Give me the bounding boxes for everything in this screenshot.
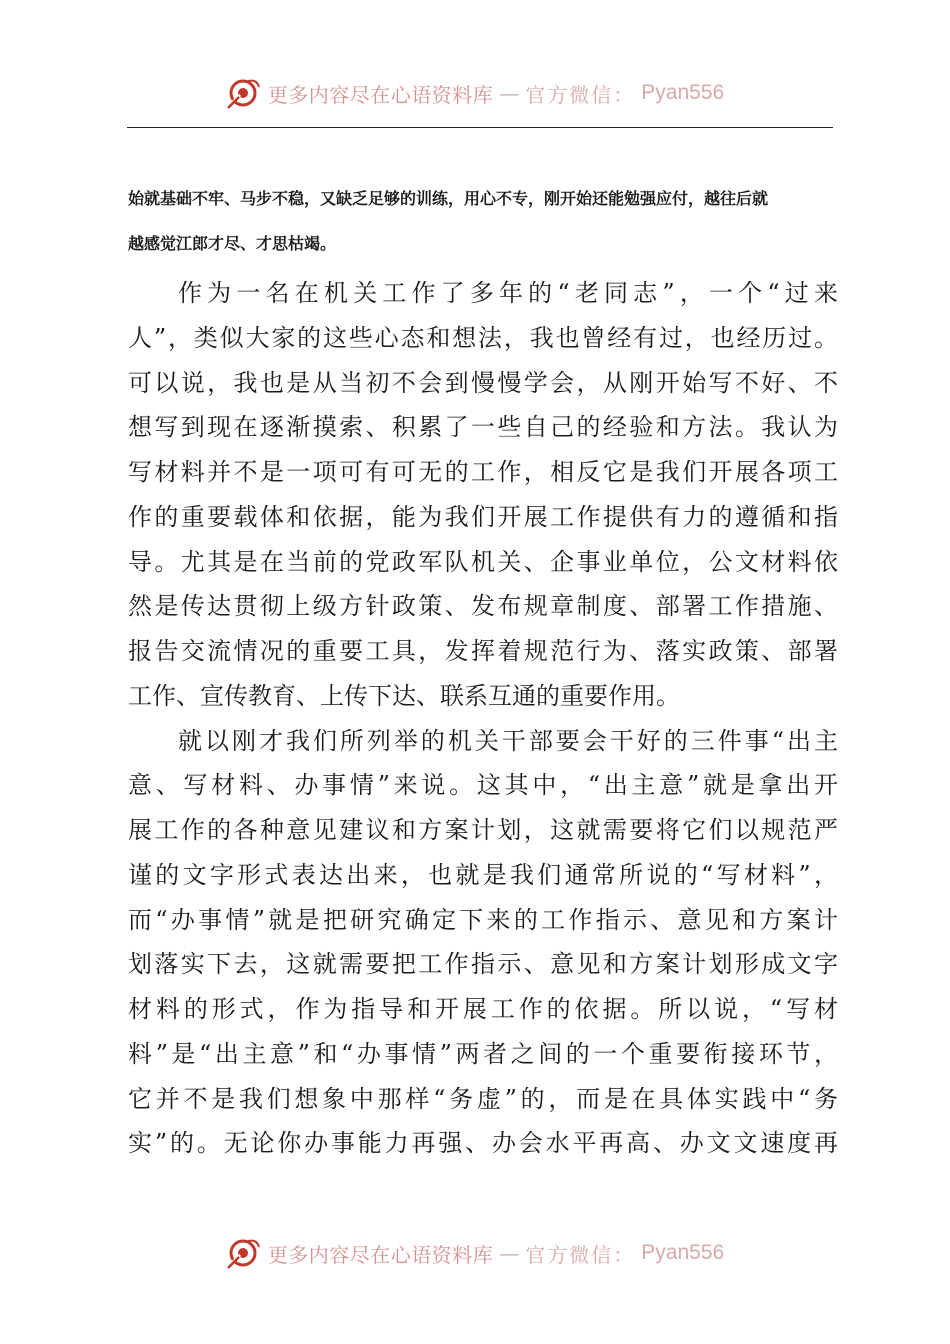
paragraph-line: 展工作的各种意见建议和方案计划，这就需要将它们以规范严: [128, 816, 838, 844]
paragraph-line: 可以说，我也是从当初不会到慢慢学会，从刚开始写不好、不: [128, 368, 838, 397]
paragraph-line: 人”，类似大家的这些心态和想法，我也曾经有过，也经历过。: [128, 323, 838, 352]
paragraph-line: 谨的文字形式表达出来，也就是我们通常所说的“写材料”，: [128, 860, 838, 889]
carry-over-text: [128, 190, 836, 255]
footer-contact-label: 官方微信：: [525, 1242, 636, 1267]
paragraph-line: 材料的形式，作为指导和开展工作的依据。所以说，“写材: [128, 995, 838, 1023]
paragraph-line: 工作、宣传教育、上传下达、联系互通的重要作用。: [128, 681, 680, 710]
header-rule: [127, 127, 833, 128]
paragraph-line: 料”是“出主意”和“办事情”两者之间的一个重要衔接环节，: [128, 1039, 838, 1068]
paragraph-line: 划落实下去，这就需要把工作指示、意见和方案计划形成文字: [128, 950, 838, 979]
header-separator: —: [499, 81, 520, 105]
body-text: [128, 271, 838, 1166]
paragraph-line: 然是传达贯彻上级方针政策、发布规章制度、部署工作措施、: [128, 592, 838, 621]
paragraph-2: [128, 719, 838, 1167]
header-banner-inner: [226, 75, 724, 111]
paragraph-line: 作为一名在机关工作了多年的“老同志”，一个“过来: [178, 279, 838, 307]
footer-brand-text: 更多内容尽在心语资料库: [267, 1242, 494, 1267]
paragraph-line: 就以刚才我们所列举的机关干部要会干好的三件事“出主: [178, 726, 838, 755]
paragraph-line: 实”的。无论你办事能力再强、办会水平再高、办文文速度再: [128, 1129, 838, 1158]
header-contact-label: 官方微信：: [525, 82, 636, 107]
paragraph-line: 想写到现在逐渐摸索、积累了一些自己的经验和方法。我认为: [128, 413, 838, 442]
footer-contact-id: Pyan556: [641, 1241, 725, 1264]
carry-over-line: 始就基础不牢、马步不稳，又缺乏足够的训练，用心不专，刚开始还能勉强应付，越往后就: [128, 191, 769, 208]
brand-logo-icon: [226, 1235, 262, 1271]
carry-over-line: 越感觉江郎才尽、才思枯竭。: [128, 236, 337, 253]
footer-banner-inner: [226, 1235, 724, 1271]
paragraph-line: 报告交流情况的重要工具，发挥着规范行为、落实政策、部署: [128, 637, 838, 665]
header-contact-id: Pyan556: [641, 81, 725, 104]
brand-logo-icon: [226, 75, 262, 111]
paragraph-line: 导。尤其是在当前的党政军队机关、企事业单位，公文材料依: [128, 547, 838, 576]
paragraph-line: 意、写材料、办事情”来说。这其中，“出主意”就是拿出开: [128, 771, 838, 800]
footer-separator: —: [499, 1241, 520, 1265]
paragraph-line: 写材料并不是一项可有可无的工作，相反它是我们开展各项工: [128, 458, 838, 486]
footer-banner: [0, 1233, 950, 1273]
header-brand-text: 更多内容尽在心语资料库: [267, 82, 494, 107]
paragraph-line: 作的重要载体和依据，能为我们开展工作提供有力的遵循和指: [128, 502, 838, 531]
paragraph-line: 而“办事情”就是把研究确定下来的工作指示、意见和方案计: [128, 905, 838, 934]
header-banner: [0, 73, 950, 113]
paragraph-1: [128, 271, 838, 719]
paragraph-line: 它并不是我们想象中那样“务虚”的，而是在具体实践中“务: [128, 1084, 838, 1113]
